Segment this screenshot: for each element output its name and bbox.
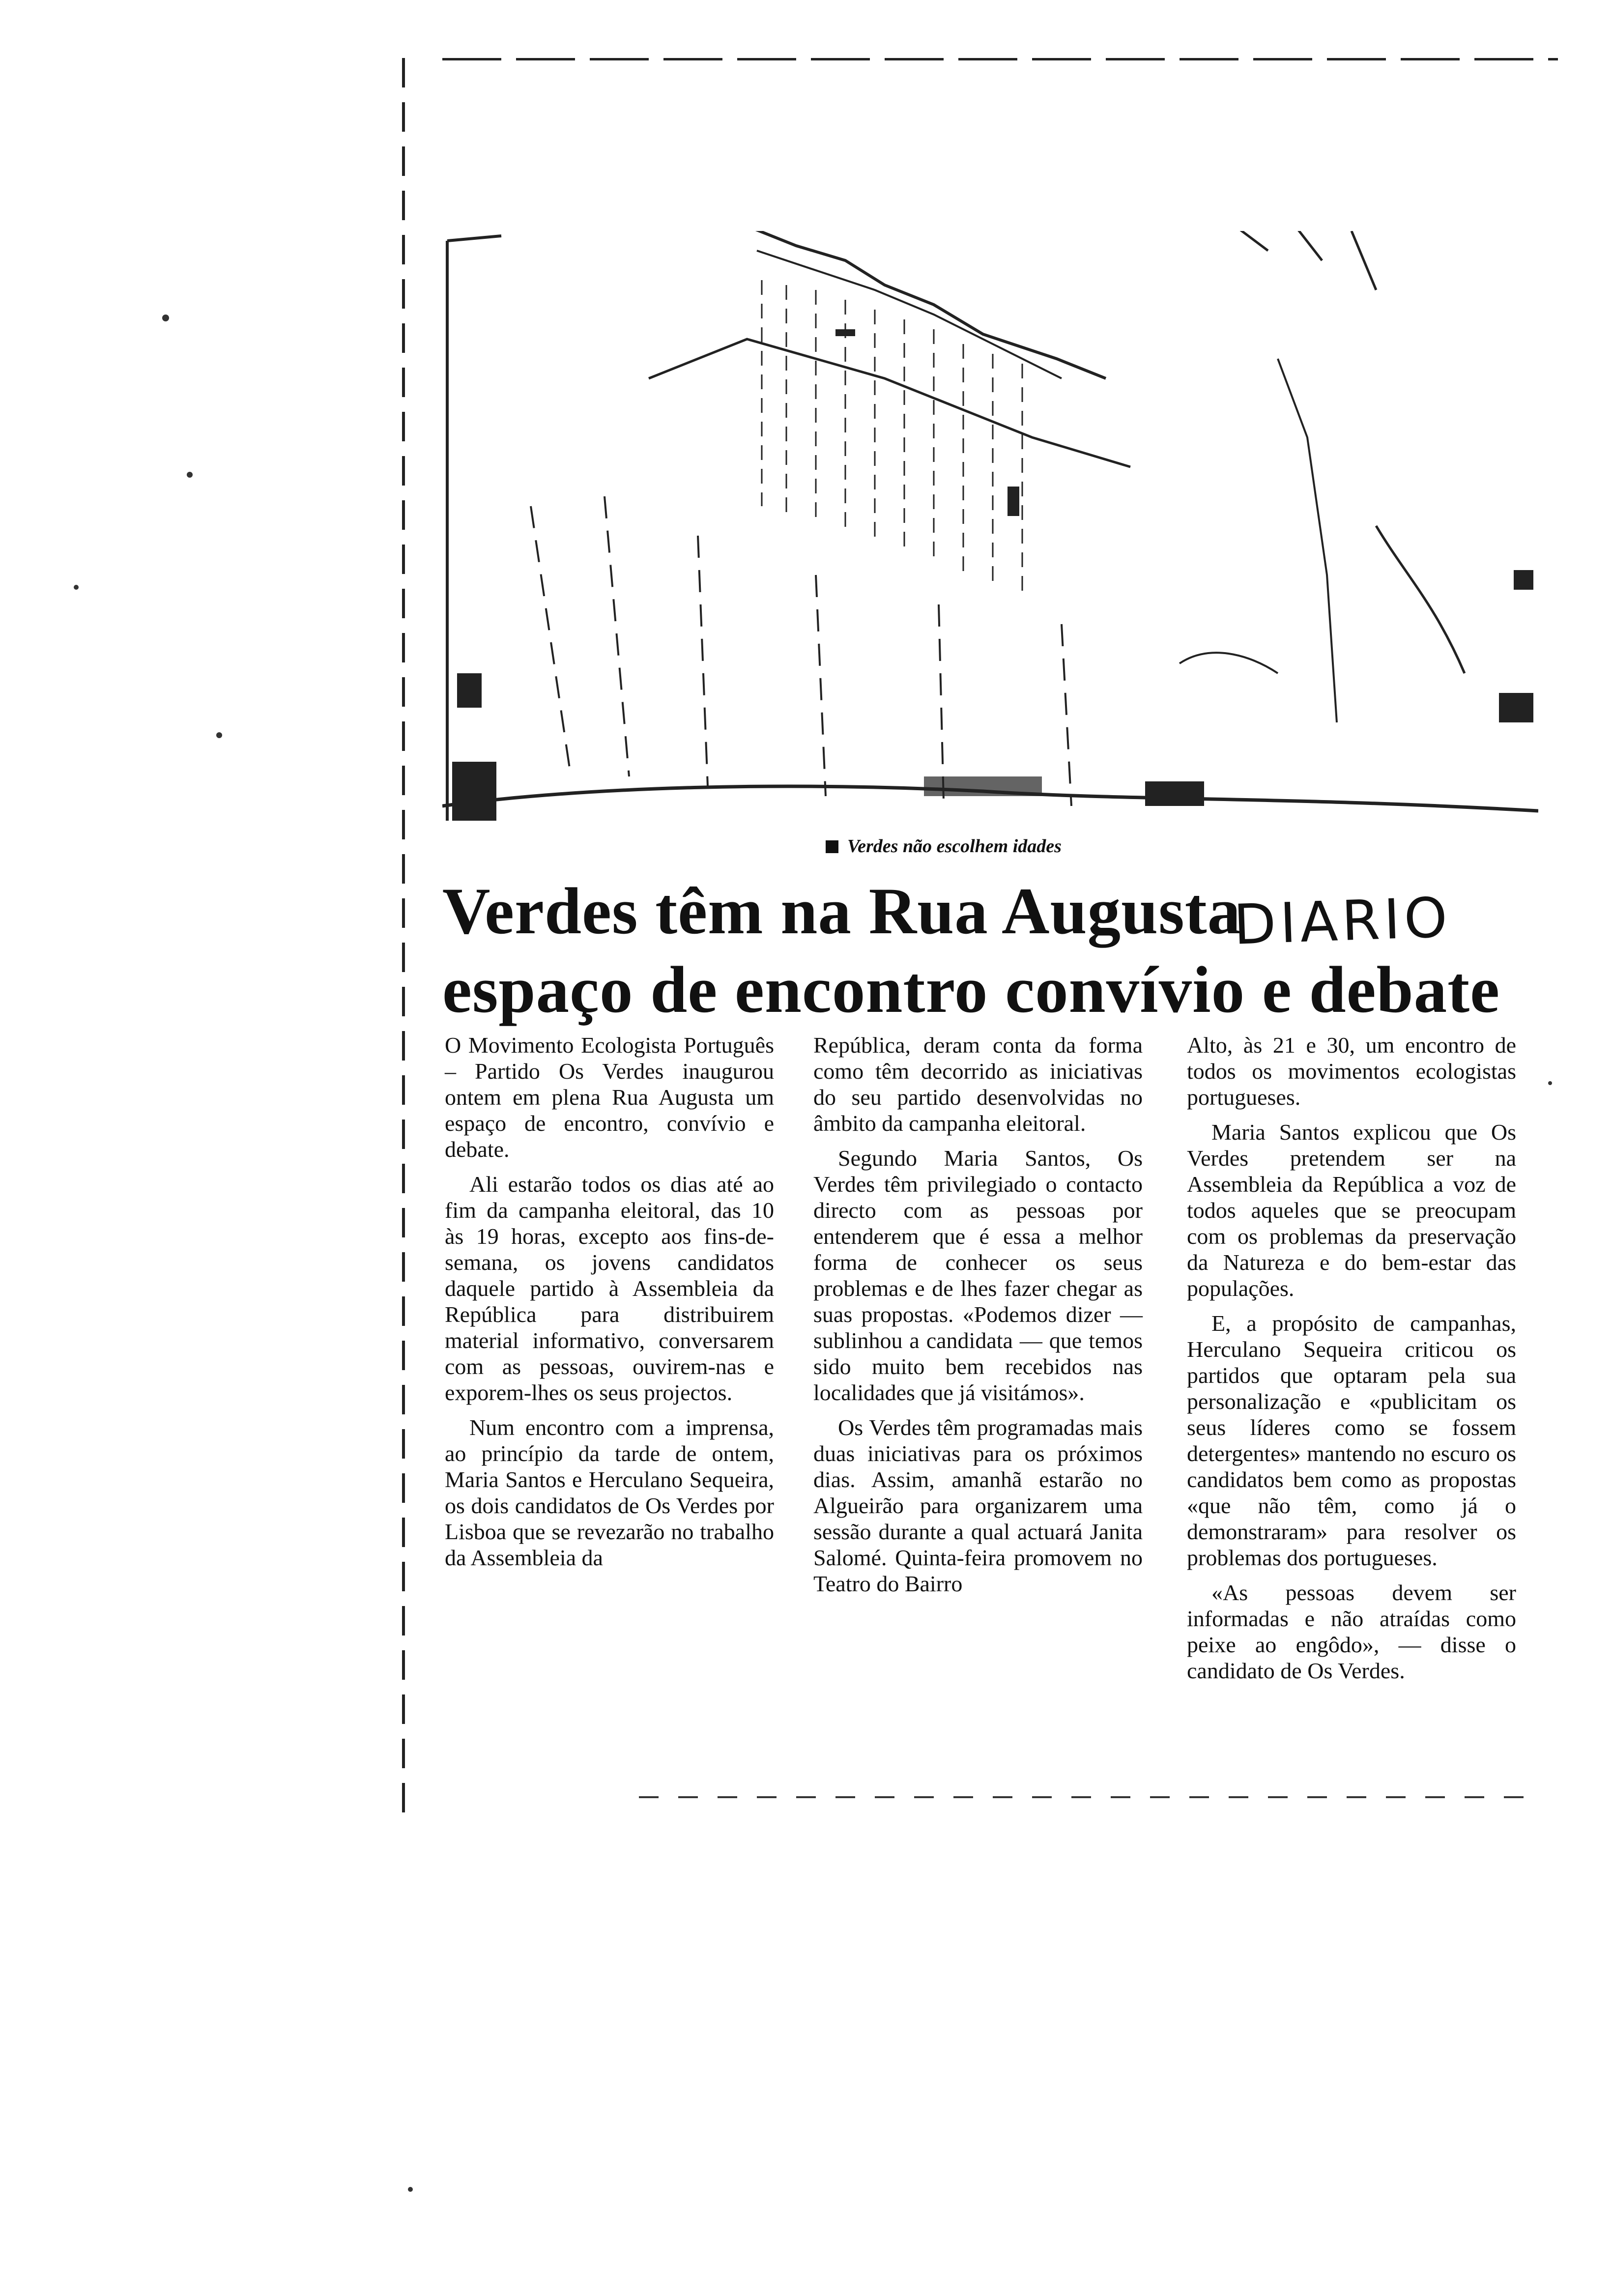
photo-building-illustration (442, 231, 1538, 831)
headline-line-2: espaço de encontro convívio e debate (442, 953, 1500, 1027)
article-column-1 (445, 1032, 774, 1579)
caption-bullet-icon (826, 840, 838, 853)
paragraph: Os Verdes têm programadas mais duas iniciativas para os próximos dias. Assim, amanhã estarão no Algueirão para organizarem uma sessão durante a qual actuará Janita Salomé. Quinta-feira promovem no Teatro do Bairro (813, 1415, 1143, 1596)
photo-caption: Verdes não escolhem idades (826, 835, 1062, 857)
clipping-left-edge (402, 58, 405, 1817)
news-photo (442, 231, 1538, 831)
scan-speck (216, 732, 222, 738)
paragraph: Ali estarão todos os dias até ao fim da campanha eleitoral, das 10 às 19 horas, excepto aos fins-de-semana, os jovens candidatos daquele partido à Assembleia da República para distribuirem material informativo, conversarem com as pessoas, ouvirem-nas e exporem-lhes os seus projectos. (445, 1172, 774, 1405)
paragraph: Num encontro com a imprensa, ao princípio da tarde de ontem, Maria Santos e Herculano Sequeira, os dois candidatos de Os Verdes por Lisboa que se revezarão no trabalho da Assembleia da (445, 1415, 774, 1570)
paragraph: E, a propósito de campanhas, Herculano Sequeira criticou os partidos que optaram pela sua personalização e «publicitam os seus líderes como se fossem detergentes» mantendo no escuro os candidatos bem como as propostas «que não têm, como já o demonstraram» para resolver os problemas dos portugueses. (1187, 1311, 1516, 1570)
scan-speck (74, 585, 79, 590)
scan-speck (187, 472, 193, 478)
scan-speck (408, 2187, 413, 2192)
handwritten-annotation: DIARIO (1232, 886, 1453, 957)
clipping-bottom-edge (639, 1796, 1524, 1798)
article-column-3 (1187, 1032, 1516, 1693)
headline-line-1: Verdes têm na Rua Augusta (442, 875, 1241, 948)
paragraph: Alto, às 21 e 30, um encontro de todos os movimentos ecologistas portugueses. (1187, 1033, 1516, 1110)
paragraph: Segundo Maria Santos, Os Verdes têm privilegiado o contacto directo com as pessoas por entenderem que é essa a melhor forma de conhecer os seus problemas e de lhes fazer chegar as suas propostas. «Podemos dizer — sublinhou a candidata — que temos sido muito bem recebidos nas localidades que já visitámos». (813, 1146, 1143, 1405)
paragraph: «As pessoas devem ser informadas e não atraídas como peixe ao engôdo», — disse o candidato de Os Verdes. (1187, 1580, 1516, 1683)
article-column-2 (813, 1032, 1143, 1606)
paragraph: O Movimento Ecologista Português – Partido Os Verdes inaugurou ontem em plena Rua Augusta um espaço de encontro, convívio e debate. (445, 1033, 774, 1162)
paragraph: República, deram conta da forma como têm decorrido as iniciativas do seu partido desenvolvidas no âmbito da campanha eleitoral. (813, 1033, 1143, 1136)
scan-speck (1548, 1081, 1552, 1085)
paragraph: Maria Santos explicou que Os Verdes pretendem ser na Assembleia da República a voz de todos aqueles que se preocupam com os problemas da preservação da Natureza e do bem-estar das populações. (1187, 1119, 1516, 1301)
clipping-top-edge (442, 58, 1558, 60)
scan-speck (162, 315, 169, 321)
